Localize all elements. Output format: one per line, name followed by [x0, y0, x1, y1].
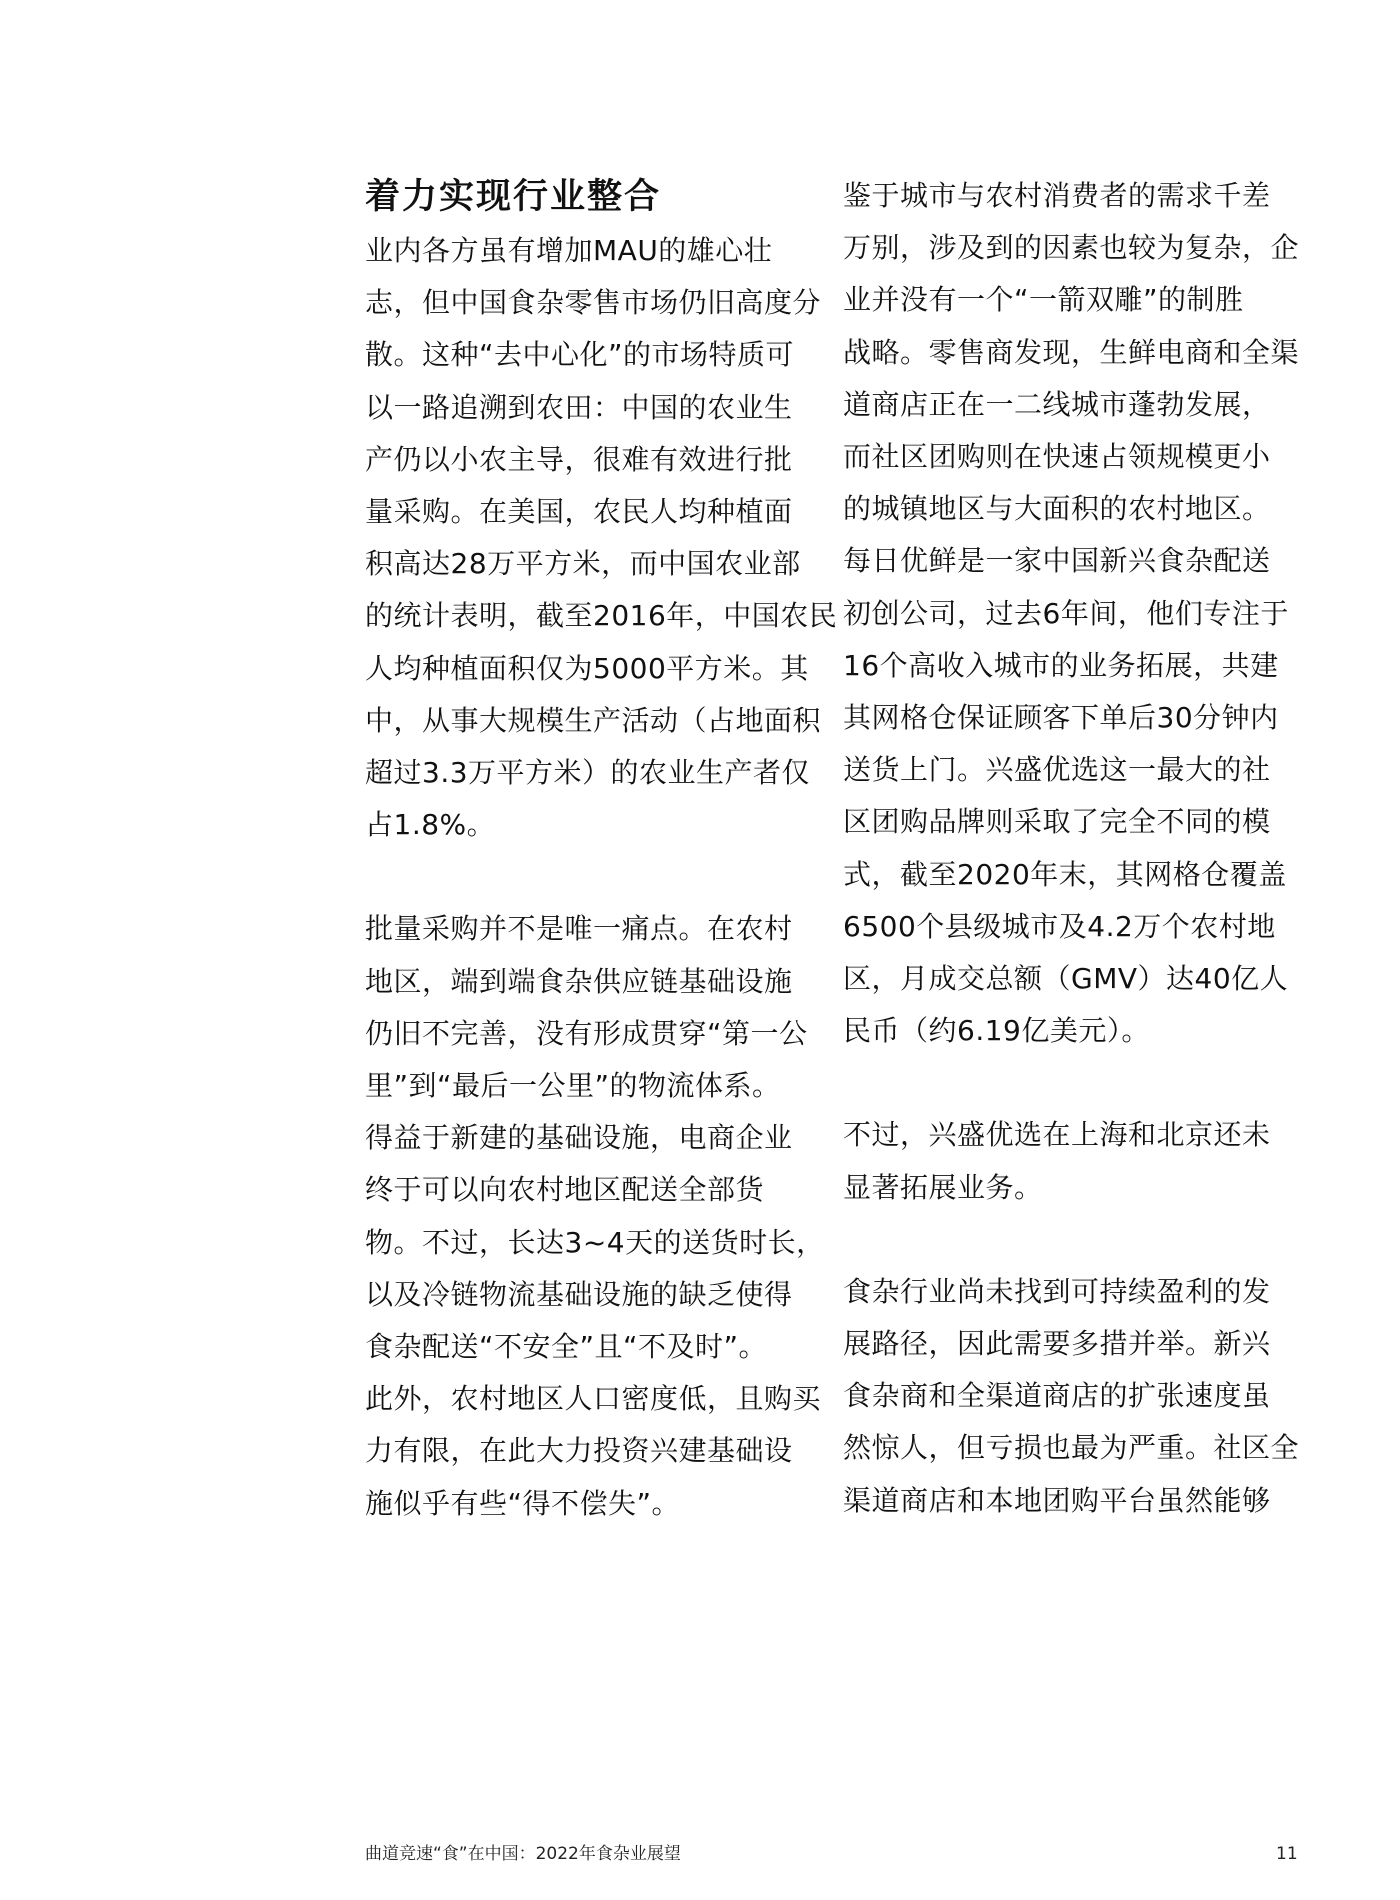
text-line: 的统计表明，截至2016年，中国农民	[365, 599, 838, 633]
text-line: 以一路追溯到农田：中国的农业生	[365, 390, 793, 424]
text-line: 人均种植面积仅为5000平方米。其	[365, 651, 809, 685]
text-line: 地区，端到端食杂供应链基础设施	[365, 964, 793, 998]
text-line: 里”到“最后一公里”的物流体系。	[365, 1069, 781, 1103]
text-line: 志，但中国食杂零售市场仍旧高度分	[365, 286, 822, 320]
text-line: 区团购品牌则采取了完全不同的模	[843, 805, 1271, 839]
text-line: 区，月成交总额（GMV）达40亿人	[843, 962, 1289, 996]
paragraph	[365, 903, 825, 1529]
text-line: 食杂行业尚未找到可持续盈利的发	[843, 1274, 1271, 1308]
text-line: 产仍以小农主导，很难有效进行批	[365, 442, 793, 476]
text-line: 展路径，因此需要多措并举。新兴	[843, 1327, 1271, 1361]
page-number: 11	[1276, 1844, 1298, 1864]
left-paragraphs	[365, 225, 838, 1530]
text-line: 以及冷链物流基础设施的缺乏使得	[365, 1277, 793, 1311]
text-line: 初创公司，过去6年间，他们专注于	[843, 596, 1289, 630]
text-line: 渠道商店和本地团购平台虽然能够	[843, 1483, 1271, 1517]
text-line: 不过，兴盛优选在上海和北京还未	[843, 1118, 1271, 1152]
footer-title: 曲道竞速“食”在中国：2022年食杂业展望	[365, 1844, 681, 1864]
text-line: 6500个县级城市及4.2万个农村地	[843, 909, 1276, 943]
text-line: 得益于新建的基础设施，电商企业	[365, 1121, 793, 1155]
text-line: 占1.8%。	[365, 808, 496, 842]
paragraph	[843, 170, 1303, 1057]
text-line: 中，从事大规模生产活动（占地面积	[365, 703, 822, 737]
text-line: 式，截至2020年末，其网格仓覆盖	[843, 857, 1287, 891]
text-line: 食杂商和全渠道商店的扩张速度虽	[843, 1379, 1271, 1413]
text-line: 仍旧不完善，没有形成贯穿“第一公	[365, 1016, 808, 1050]
text-line: 鉴于城市与农村消费者的需求千差	[843, 179, 1271, 212]
text-line: 然惊人，但亏损也最为严重。社区全	[843, 1431, 1300, 1465]
text-line: 终于可以向农村地区配送全部货	[365, 1173, 765, 1207]
text-line: 每日优鲜是一家中国新兴食杂配送	[843, 544, 1271, 578]
text-line: 积高达28万平方米，而中国农业部	[365, 547, 801, 581]
text-line: 批量采购并不是唯一痛点。在农村	[365, 912, 793, 946]
text-line: 其网格仓保证顾客下单后30分钟内	[843, 701, 1279, 735]
text-line: 送货上门。兴盛优选这一最大的社	[843, 753, 1271, 787]
text-line: 的城镇地区与大面积的农村地区。	[843, 492, 1271, 526]
text-line: 施似乎有些“得不偿失”。	[365, 1486, 681, 1520]
section-heading: 着力实现行业整合	[365, 177, 662, 217]
text-line: 散。这种“去中心化”的市场特质可	[365, 338, 795, 372]
paragraph	[365, 225, 838, 851]
text-line: 食杂配送“不安全”且“不及时”。	[365, 1330, 768, 1364]
text-line: 此外，农村地区人口密度低，且购买	[365, 1382, 822, 1416]
text-line: 量采购。在美国，农民人均种植面	[365, 495, 793, 529]
text-line: 民币（约6.19亿美元）。	[843, 1014, 1150, 1048]
paragraph	[843, 1266, 1303, 1527]
text-line: 而社区团购则在快速占领规模更小	[843, 440, 1271, 474]
text-line: 万别，涉及到的因素也较为复杂，企	[843, 231, 1300, 265]
text-line: 超过3.3万平方米）的农业生产者仅	[365, 756, 811, 790]
paragraph	[843, 1109, 1303, 1213]
text-line: 道商店正在一二线城市蓬勃发展，	[843, 387, 1271, 421]
text-line: 16个高收入城市的业务拓展，共建	[843, 648, 1279, 682]
text-line: 显著拓展业务。	[843, 1170, 1043, 1204]
text-line: 业并没有一个“一箭双雕”的制胜	[843, 283, 1244, 317]
text-line: 业内各方虽有增加MAU的雄心壮	[365, 234, 773, 267]
left-column	[365, 170, 838, 1530]
text-line: 力有限，在此大力投资兴建基础设	[365, 1434, 793, 1468]
text-line: 物。不过，长达3~4天的送货时长，	[365, 1225, 825, 1259]
text-line: 战略。零售商发现，生鲜电商和全渠	[843, 335, 1300, 369]
right-column	[843, 170, 1303, 1527]
right-paragraphs	[843, 170, 1303, 1527]
